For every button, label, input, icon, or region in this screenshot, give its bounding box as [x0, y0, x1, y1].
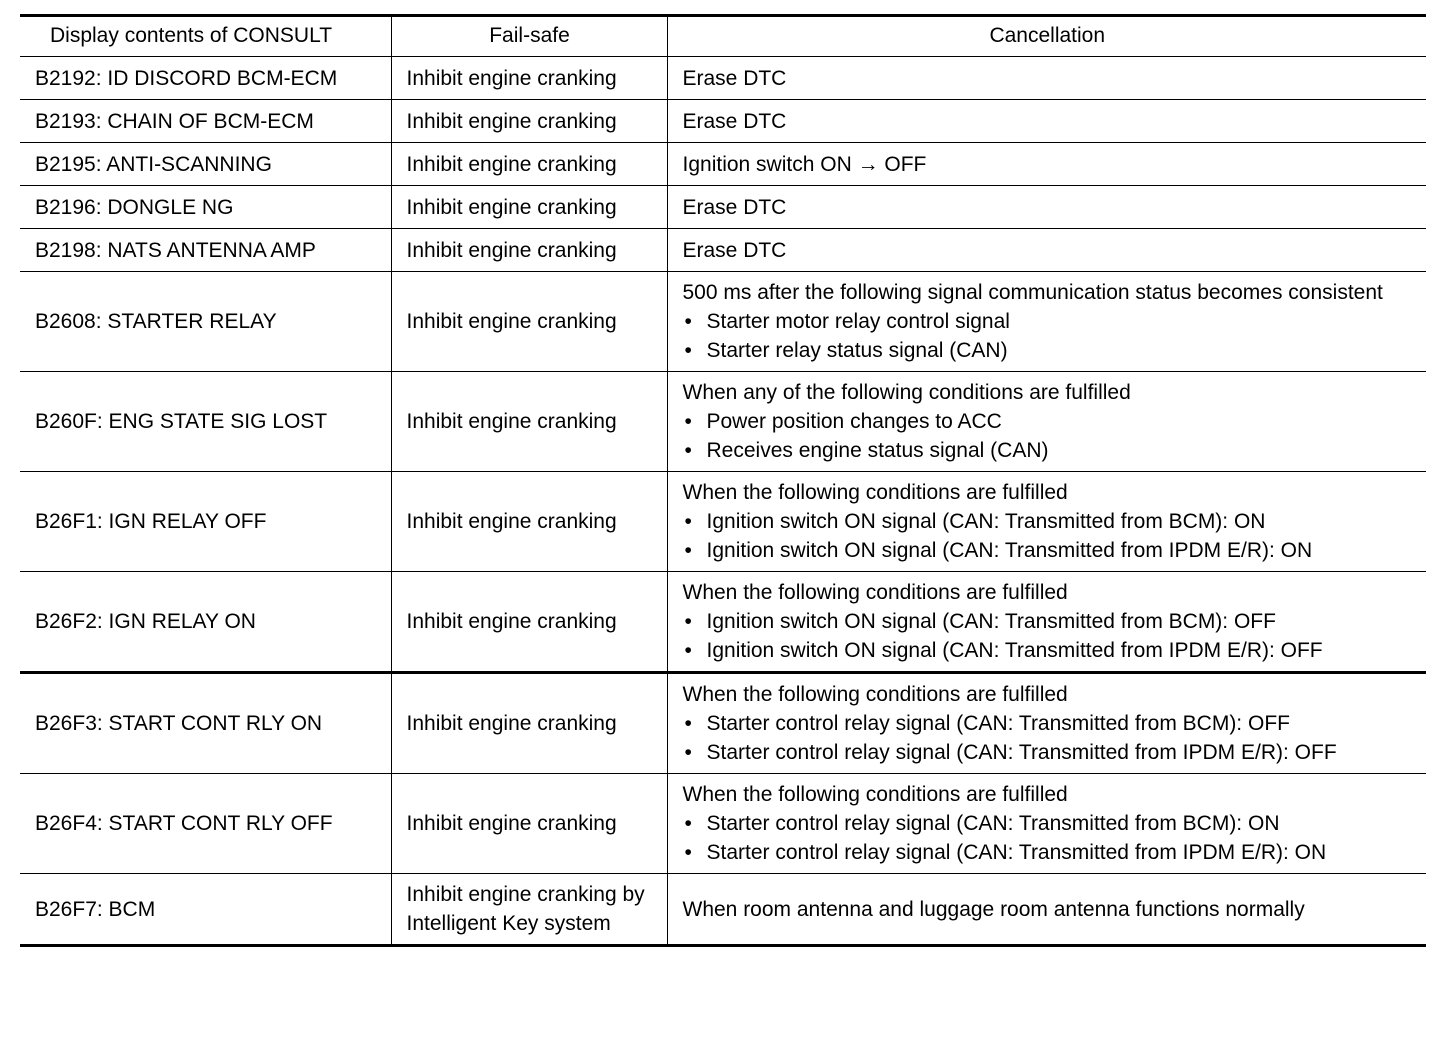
table-row: [20, 100, 1426, 143]
cancellation-text: When the following conditions are fulfilled: [682, 783, 1068, 806]
cancellation-cell: [667, 100, 1426, 143]
cancellation-text: Erase DTC: [682, 109, 787, 133]
cancellation-text: When any of the following conditions are fulfilled: [682, 381, 1131, 404]
cancellation-text: When the following conditions are fulfilled: [682, 581, 1068, 604]
display-cell: B260F: ENG STATE SIG LOST: [20, 372, 391, 472]
table-row: [20, 472, 1426, 572]
table-row: [20, 143, 1426, 186]
cancellation-cell: [667, 186, 1426, 229]
cancellation-cell: [667, 229, 1426, 272]
table-row: [20, 874, 1426, 946]
failsafe-cell: Inhibit engine cranking: [391, 673, 667, 774]
failsafe-cell: Inhibit engine cranking: [391, 472, 667, 572]
display-cell: B2198: NATS ANTENNA AMP: [20, 229, 391, 272]
cancellation-bullet: • Ignition switch ON signal (CAN: Transmitted from IPDM E/R): ON: [683, 536, 1413, 565]
header-display-contents: Display contents of CONSULT: [20, 16, 391, 57]
table-row: [20, 673, 1426, 774]
table-row: [20, 372, 1426, 472]
cancellation-text: When the following conditions are fulfilled: [682, 481, 1068, 504]
cancellation-cell: [667, 673, 1426, 774]
cancellation-text: Erase DTC: [682, 238, 787, 262]
display-cell: B2192: ID DISCORD BCM-ECM: [20, 57, 391, 100]
cancellation-text: Ignition switch ON → OFF: [682, 152, 927, 176]
display-cell: B26F7: BCM: [20, 874, 391, 946]
failsafe-cell: Inhibit engine cranking: [391, 272, 667, 372]
cancellation-bullet: • Starter control relay signal (CAN: Transmitted from BCM): ON: [683, 809, 1413, 838]
cancellation-cell: [667, 372, 1426, 472]
fail-safe-table: [20, 14, 1426, 947]
display-cell: B2193: CHAIN OF BCM-ECM: [20, 100, 391, 143]
table-row: [20, 57, 1426, 100]
cancellation-bullet: • Receives engine status signal (CAN): [683, 436, 1413, 465]
header-fail-safe: Fail-safe: [391, 16, 667, 57]
failsafe-cell: Inhibit engine cranking: [391, 229, 667, 272]
cancellation-cell: [667, 874, 1426, 946]
cancellation-cell: [667, 272, 1426, 372]
cancellation-bullet: • Starter control relay signal (CAN: Transmitted from IPDM E/R): OFF: [683, 738, 1413, 767]
cancellation-bullet: • Ignition switch ON signal (CAN: Transmitted from IPDM E/R): OFF: [683, 636, 1413, 665]
table-row: [20, 186, 1426, 229]
display-cell: B2195: ANTI-SCANNING: [20, 143, 391, 186]
failsafe-cell: Inhibit engine cranking: [391, 774, 667, 874]
display-cell: B26F1: IGN RELAY OFF: [20, 472, 391, 572]
cancellation-bullet: • Starter control relay signal (CAN: Transmitted from BCM): OFF: [683, 709, 1413, 738]
cancellation-text: When the following conditions are fulfilled: [682, 683, 1068, 706]
display-cell: B26F2: IGN RELAY ON: [20, 572, 391, 673]
cancellation-bullet: • Starter control relay signal (CAN: Transmitted from IPDM E/R): ON: [683, 838, 1413, 867]
cancellation-cell: [667, 472, 1426, 572]
cancellation-text: When room antenna and luggage room antenna functions normally: [682, 897, 1305, 921]
failsafe-cell: Inhibit engine cranking: [391, 143, 667, 186]
failsafe-cell: Inhibit engine cranking: [391, 100, 667, 143]
table-row: [20, 774, 1426, 874]
failsafe-cell: Inhibit engine cranking by Intelligent Key system: [391, 874, 667, 946]
cancellation-text: Erase DTC: [682, 66, 787, 90]
cancellation-cell: [667, 143, 1426, 186]
cancellation-bullet: • Starter relay status signal (CAN): [683, 336, 1413, 365]
failsafe-cell: Inhibit engine cranking: [391, 57, 667, 100]
cancellation-bullet: • Power position changes to ACC: [683, 407, 1413, 436]
cancellation-cell: [667, 774, 1426, 874]
cancellation-cell: [667, 57, 1426, 100]
failsafe-cell: Inhibit engine cranking: [391, 372, 667, 472]
failsafe-cell: Inhibit engine cranking: [391, 572, 667, 673]
header-row: [20, 16, 1426, 57]
failsafe-cell: Inhibit engine cranking: [391, 186, 667, 229]
table-row: [20, 229, 1426, 272]
display-cell: B26F4: START CONT RLY OFF: [20, 774, 391, 874]
cancellation-bullet: • Starter motor relay control signal: [683, 307, 1413, 336]
header-cancellation: Cancellation: [667, 16, 1426, 57]
cancellation-bullet: • Ignition switch ON signal (CAN: Transmitted from BCM): ON: [683, 507, 1413, 536]
cancellation-text: 500 ms after the following signal communication status becomes consistent: [682, 281, 1383, 304]
cancellation-bullet: • Ignition switch ON signal (CAN: Transmitted from BCM): OFF: [683, 607, 1413, 636]
display-cell: B2196: DONGLE NG: [20, 186, 391, 229]
table-row: [20, 572, 1426, 673]
cancellation-cell: [667, 572, 1426, 673]
cancellation-text: Erase DTC: [682, 195, 787, 219]
display-cell: B26F3: START CONT RLY ON: [20, 673, 391, 774]
table-row: [20, 272, 1426, 372]
display-cell: B2608: STARTER RELAY: [20, 272, 391, 372]
